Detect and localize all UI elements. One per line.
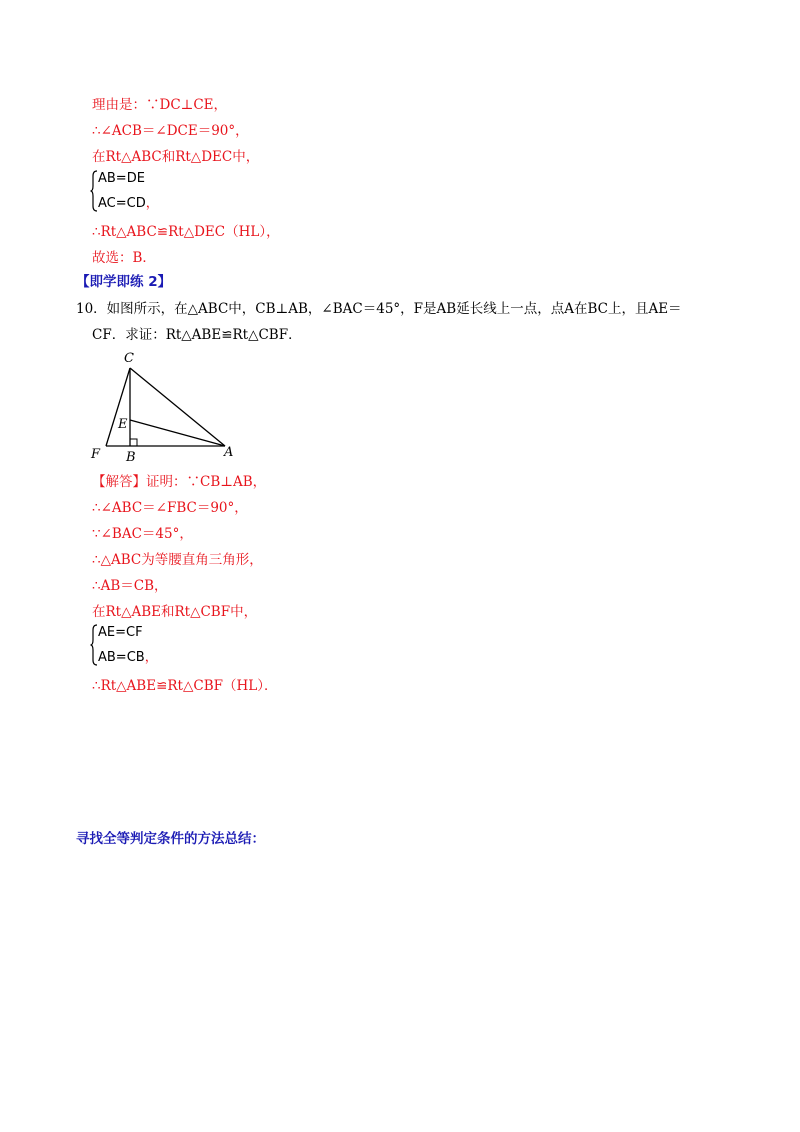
system2-row-2-text: AB=CB [98, 650, 145, 665]
solution1-line-3: 在Rt△ABC和Rt△DEC中， [92, 149, 260, 165]
label-A: A [224, 445, 234, 460]
segment-CF [106, 368, 130, 446]
solution1-line-5: 故选：B． [92, 250, 156, 266]
label-B: B [126, 450, 136, 464]
triangle-figure [86, 348, 246, 464]
answer-tag: 【解答】 [92, 474, 146, 490]
system2-row-1: AE=CF [98, 625, 143, 640]
solution2-line-2: ∴∠ABC＝∠FBC＝90°， [92, 500, 248, 516]
solution1-line-4: ∴Rt△ABC≌Rt△DEC（HL）， [92, 224, 280, 240]
system2-row-2-suffix: ， [144, 650, 158, 665]
summary-heading: 寻找全等判定条件的方法总结： [76, 831, 265, 847]
solution2-line-4: ∴△ABC为等腰直角三角形， [92, 552, 263, 568]
system2-row-2 [98, 646, 158, 665]
problem-line-2: CF．求证：Rt△ABE≌Rt△CBF． [92, 327, 302, 343]
system1-row-2-text: AC=CD [98, 196, 146, 211]
segment-EA [130, 420, 225, 446]
equation-system-1 [90, 170, 210, 214]
solution2-line-6: 在Rt△ABE和Rt△CBF中， [92, 604, 258, 620]
solution2-line-7: ∴Rt△ABE≌Rt△CBF（HL）． [92, 678, 278, 694]
left-brace-icon [90, 624, 98, 666]
system1-row-2 [98, 192, 159, 211]
label-E: E [118, 417, 128, 432]
system1-row-1: AB=DE [98, 171, 145, 186]
solution2-line-5: ∴AB＝CB， [92, 578, 168, 594]
segment-CA [130, 368, 225, 446]
label-F: F [91, 447, 101, 462]
equation-system-2 [90, 624, 210, 668]
solution2-line-1-text: 证明：∵CB⊥AB， [146, 474, 267, 490]
right-angle-mark [130, 439, 137, 446]
system1-row-2-suffix: ， [145, 196, 159, 211]
label-C: C [124, 351, 134, 366]
problem-line-1: 10．如图所示，在△ABC中，CB⊥AB，∠BAC＝45°，F是AB延长线上一点，点A在BC上，且AE＝ [76, 301, 682, 317]
solution1-line-2: ∴∠ACB＝∠DCE＝90°， [92, 123, 249, 139]
practice-heading: 【即学即练 2】 [76, 274, 172, 290]
solution2-line-1 [92, 472, 266, 492]
left-brace-icon [90, 170, 98, 212]
solution1-line-1: 理由是：∵DC⊥CE， [92, 97, 228, 113]
solution2-line-3: ∵∠BAC＝45°， [92, 526, 193, 542]
